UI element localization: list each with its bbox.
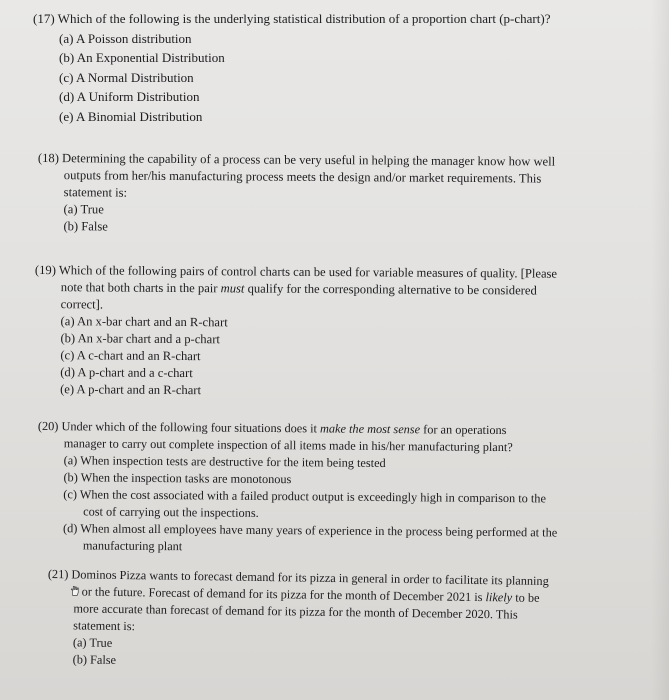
option-e[interactable]: (e) A p-chart and an R-chart: [60, 382, 202, 398]
question-17-options: [33, 29, 653, 127]
question-21: [47, 566, 588, 676]
question-19: [34, 262, 605, 402]
question-18: [37, 150, 603, 239]
option-a[interactable]: (a) True: [63, 202, 104, 217]
page-shadow: [651, 0, 669, 700]
option-b[interactable]: (b) An Exponential Distribution: [59, 50, 225, 65]
stem-text: (20) Under which of the following four situations does it: [37, 418, 321, 436]
option-d-line-2: manufacturing plant: [82, 538, 183, 554]
stem-text: or the future. Forecast of demand for its pizza for the month of December 2021 is: [81, 584, 486, 605]
option-e[interactable]: (e) A Binomial Distribution: [59, 108, 203, 124]
option-a[interactable]: (a) An x-bar chart and an R-chart: [60, 314, 228, 330]
option-b[interactable]: (b) An x-bar chart and a p-chart: [60, 331, 220, 347]
question-19-stem-line-3: correct].: [60, 297, 104, 312]
stem-text: to be: [512, 590, 540, 605]
option-b[interactable]: (b) When the inspection tasks are monotonous: [63, 470, 292, 487]
stem-text: note that both charts in the pair: [60, 280, 221, 296]
question-18-options: [37, 201, 602, 239]
emphasis-text: likely: [485, 590, 513, 605]
question-21-stem-line-4: statement is:: [73, 618, 136, 634]
option-d-line-1: (d) When almost all employees have many years of experience in the process being performed at the: [62, 521, 558, 540]
question-18-stem-line-2: outputs from her/his manufacturing process meets the design and/or market requirements. This: [63, 168, 542, 186]
option-a[interactable]: (a) True: [72, 635, 113, 650]
question-19-stem-line-1: (19) Which of the following pairs of control charts can be used for variable measures of quality. [Please: [34, 262, 558, 281]
option-d[interactable]: [63, 520, 597, 559]
emphasis-text: must: [220, 281, 245, 296]
option-d[interactable]: (d) A Uniform Distribution: [59, 89, 200, 104]
question-17-stem: (17) Which of the following is the underlying statistical distribution of a proportion chart (p-chart)?: [33, 11, 551, 26]
option-a[interactable]: (a) A Poisson distribution: [59, 30, 192, 46]
option-c-line-2: cost of carrying out the inspections.: [83, 504, 259, 520]
option-b[interactable]: (b) False: [72, 652, 117, 667]
option-c-line-1: (c) When the cost associated with a failed product output is exceedingly high in comparison to the: [63, 487, 547, 506]
emphasis-text: make the most sense: [319, 421, 421, 437]
question-21-stem-line-1: (21) Dominos Pizza wants to forecast demand for its pizza in general in order to facilitate its planning: [47, 566, 549, 588]
question-19-options: [34, 313, 605, 402]
option-d[interactable]: (d) A p-chart and a c-chart: [60, 365, 193, 381]
hand-cursor-icon: [70, 585, 81, 596]
option-a[interactable]: (a) When inspection tests are destructive for the item being tested: [63, 453, 386, 471]
stem-text: for an operations: [420, 422, 507, 438]
option-c[interactable]: (c) A Normal Distribution: [59, 69, 194, 85]
question-21-options: [47, 634, 587, 676]
question-17: [33, 9, 653, 126]
question-20-stem-line-2: manager to carry out complete inspection of all items made in his/her manufacturing plant?: [63, 436, 513, 455]
question-20: [37, 418, 598, 559]
question-21-stem-line-3: more accurate than forecast of demand for its pizza for the month of December 2020. This: [73, 601, 518, 622]
question-18-stem-line-3: statement is:: [63, 185, 128, 200]
option-c[interactable]: (c) A c-chart and an R-chart: [60, 348, 201, 364]
question-20-options: [37, 452, 598, 559]
question-18-stem-line-1: (18) Determining the capability of a process can be very useful in helping the manager know how well: [37, 150, 556, 169]
stem-text: qualify for the corresponding alternative to be considered: [244, 281, 537, 298]
option-b[interactable]: (b) False: [63, 219, 108, 234]
option-c[interactable]: [63, 486, 597, 525]
